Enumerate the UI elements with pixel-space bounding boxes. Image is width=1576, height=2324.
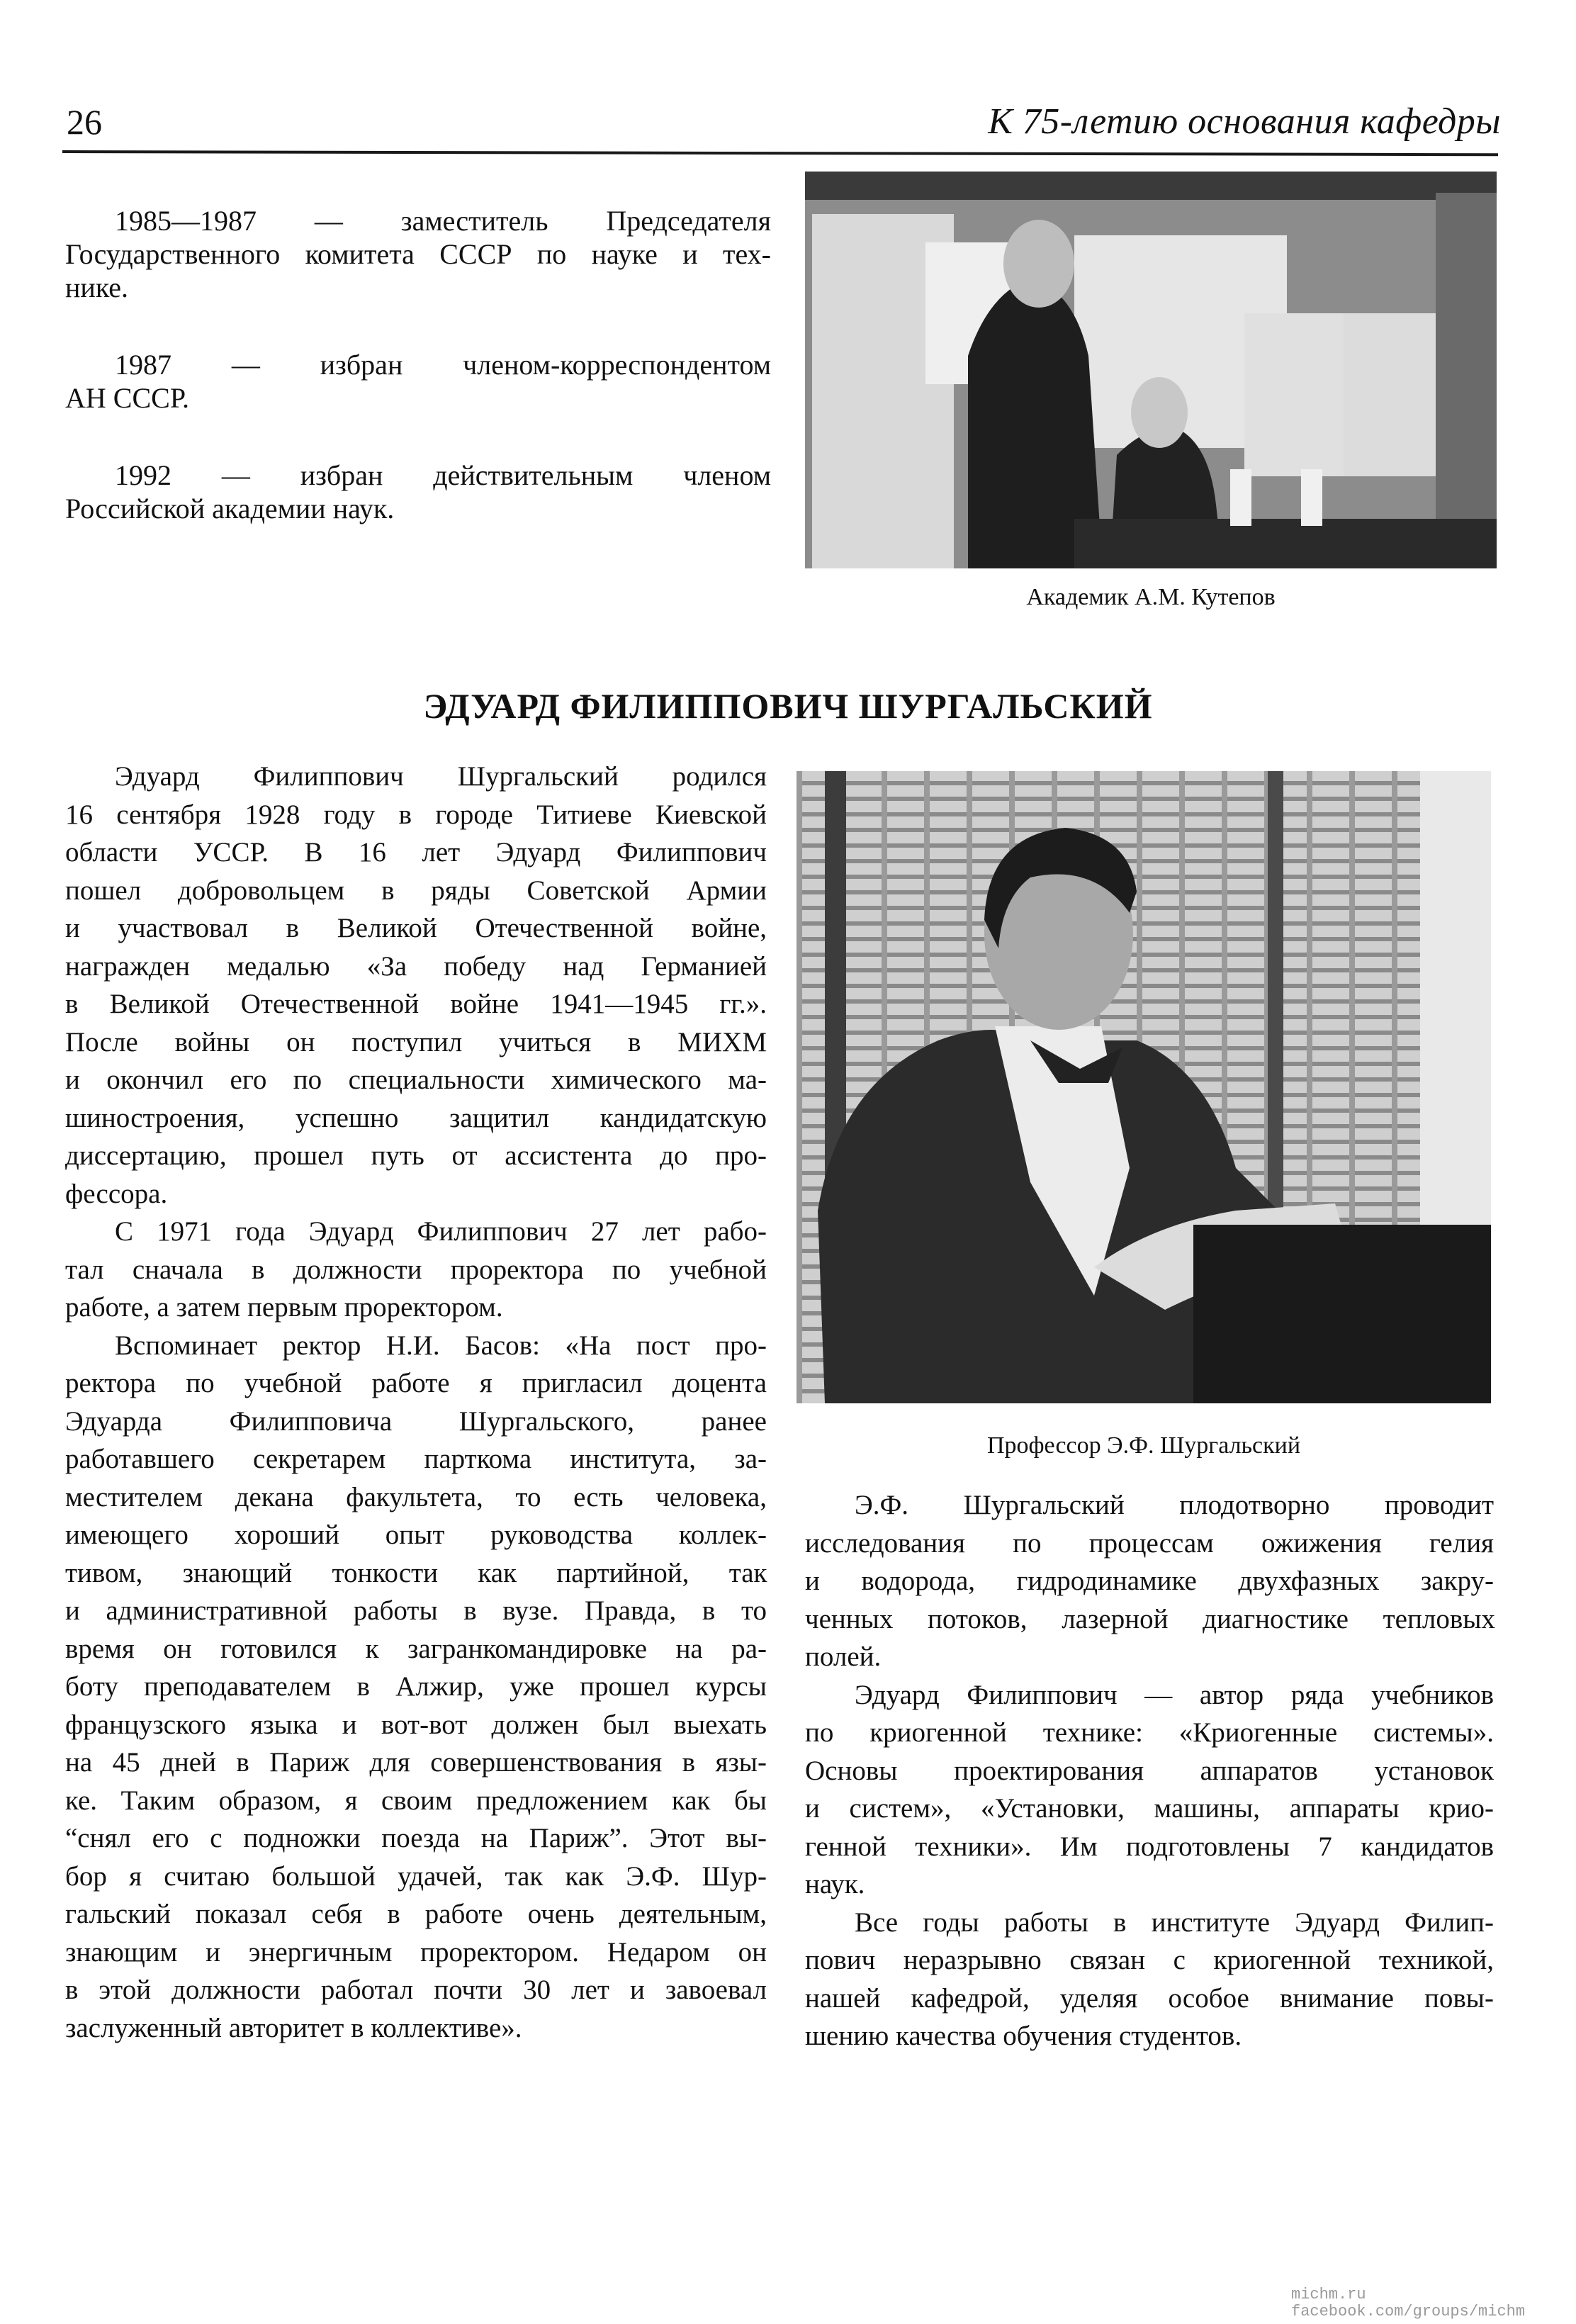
text-line: знающим и энергичным проректором. Недаром он (65, 1936, 767, 1967)
text-line: нашей кафедрой, уделяя особое внимание повы- (805, 1982, 1494, 2014)
text-line: Эдуарда Филипповича Шургальского, ранее (65, 1405, 767, 1437)
text-line: ректора по учебной работе я пригласил доцента (65, 1368, 767, 1398)
text-line: Эдуард Филиппович Шургальский родился (115, 761, 767, 792)
watermark-group-link: facebook.com/groups/michm (1291, 2303, 1526, 2320)
text-line: фессора. (65, 1178, 168, 1209)
text-line: шиностроения, успешно защитил кандидатскую (65, 1102, 767, 1133)
text-line: Эдуард Филиппович — автор ряда учебников (855, 1679, 1494, 1710)
text-line: боту преподавателем в Алжир, уже прошел курсы (65, 1671, 767, 1702)
text-line: тивом, знающий тонкости как партийной, так (65, 1557, 767, 1588)
text-line: Государственного комитета СССР по науке и тех- (65, 238, 771, 270)
text-line: работавшего секретарем парткома института, за- (65, 1444, 767, 1474)
text-line: Э.Ф. Шургальский плодотворно проводит (855, 1490, 1494, 1520)
text-line: пович неразрывно связан с криогенной техникой, (805, 1945, 1494, 1975)
photo-caption-shurgalsky: Профессор Э.Ф. Шургальский (986, 1432, 1301, 1459)
text-line: 1985—1987 — заместитель Председателя (115, 205, 771, 237)
text-line: нике. (65, 271, 129, 303)
text-line: области УССР. В 16 лет Эдуард Филиппович (65, 837, 767, 868)
text-line: генной техники». Им подготовлены 7 кандидатов (805, 1831, 1494, 1862)
paragraph-department (805, 1904, 1494, 2055)
section-title: ЭДУАРД ФИЛИППОВИЧ ШУРГАЛЬСКИЙ (423, 686, 1153, 726)
watermark (1291, 2286, 1525, 2320)
milestone-1985 (65, 204, 771, 304)
text-line: АН СССР. (65, 382, 190, 414)
milestone-1987 (65, 348, 771, 415)
text-line: Российской академии наук. (65, 493, 395, 524)
text-line: После войны он поступил учиться в МИХМ (65, 1026, 767, 1057)
text-line: в этой должности работал почти 30 лет и завоевал (65, 1975, 767, 2005)
text-line: по криогенной технике: «Криогенные системы». (805, 1717, 1494, 1748)
photo-shurgalsky (797, 771, 1491, 1403)
paragraph-prorector (65, 1213, 767, 1327)
text-line: 1992 — избран действительным членом (115, 459, 771, 491)
text-line: и административной работы в вузе. Правда, в то (65, 1595, 767, 1626)
text-line: и окончил его по специальности химического ма- (65, 1065, 767, 1095)
photo-two-men-at-presentation-icon (805, 172, 1497, 568)
text-line: ке. Таким образом, я своим предложением как бы (65, 1785, 767, 1816)
text-line: Вспоминает ректор Н.И. Басов: «На пост про- (115, 1330, 767, 1361)
photo-caption-kutepov: Академик А.М. Кутепов (1026, 584, 1276, 610)
text-line: награжден медалью «За победу над Германией (65, 950, 767, 982)
paragraph-research (805, 1486, 1494, 1676)
photo-kutepov (805, 172, 1497, 568)
text-line: и систем», «Установки, машины, аппараты крио- (805, 1793, 1494, 1824)
career-milestones (65, 204, 771, 569)
text-line: диссертацию, прошел путь от ассистента до про- (65, 1140, 767, 1171)
text-line: французского языка и вот-вот должен был выехать (65, 1709, 767, 1740)
text-line: имеющего хороший опыт руководства коллек- (65, 1520, 767, 1550)
text-line: гальский показал себя в работе очень деятельным, (65, 1899, 767, 1929)
text-line: заслуженный авторитет в коллективе». (65, 2012, 522, 2043)
page-number: 26 (67, 102, 102, 142)
paragraph-birth (65, 758, 767, 1213)
text-line: местителем декана факультета, то есть человека, (65, 1481, 767, 1512)
text-line: время он готовился к загранкомандировке на ра- (65, 1633, 767, 1664)
text-line: “снял его с подножки поезда на Париж”. Этот вы- (65, 1823, 767, 1853)
text-line: 16 сентября 1928 году в городе Титиеве Киевской (65, 799, 767, 830)
text-line: наук. (805, 1869, 865, 1899)
text-line: и водорода, гидродинамике двухфазных закру- (805, 1566, 1494, 1596)
text-line: пошел добровольцем в ряды Советской Армии (65, 875, 767, 906)
text-line: 1987 — избран членом-корреспондентом (115, 349, 771, 381)
watermark-site: michm.ru (1291, 2286, 1366, 2303)
text-line: тал сначала в должности проректора по учебной (65, 1254, 767, 1285)
text-line: работе, а затем первым проректором. (65, 1292, 503, 1323)
text-line: бор я считаю большой удачей, так как Э.Ф. Шур- (65, 1860, 767, 1892)
text-line: в Великой Отечественной войне 1941—1945 гг.». (65, 989, 767, 1019)
header-rule (62, 150, 1498, 156)
biography-right-column (805, 1486, 1494, 2055)
running-title: К 75-летию основания кафедры (988, 101, 1501, 142)
text-line: полей. (805, 1641, 882, 1672)
text-line: ченных потоков, лазерной диагностике тепловых (805, 1603, 1494, 1634)
text-line: исследования по процессам ожижения гелия (805, 1527, 1494, 1559)
text-line: Все годы работы в институте Эдуард Филип- (855, 1907, 1494, 1938)
text-line: на 45 дней в Париж для совершенствования в язы- (65, 1747, 767, 1778)
photo-portrait-seated-man-icon (797, 771, 1491, 1403)
biography-left-column (65, 758, 767, 2047)
paragraph-textbooks (805, 1676, 1494, 1904)
text-line: С 1971 года Эдуард Филиппович 27 лет рабо- (115, 1216, 767, 1247)
milestone-1992 (65, 459, 771, 525)
text-line: шению качества обучения студентов. (805, 2021, 1242, 2051)
paragraph-basov-quote (65, 1327, 767, 2048)
text-line: и участвовал в Великой Отечественной войне, (65, 913, 767, 943)
text-line: Основы проектирования аппаратов установок (805, 1755, 1494, 1786)
